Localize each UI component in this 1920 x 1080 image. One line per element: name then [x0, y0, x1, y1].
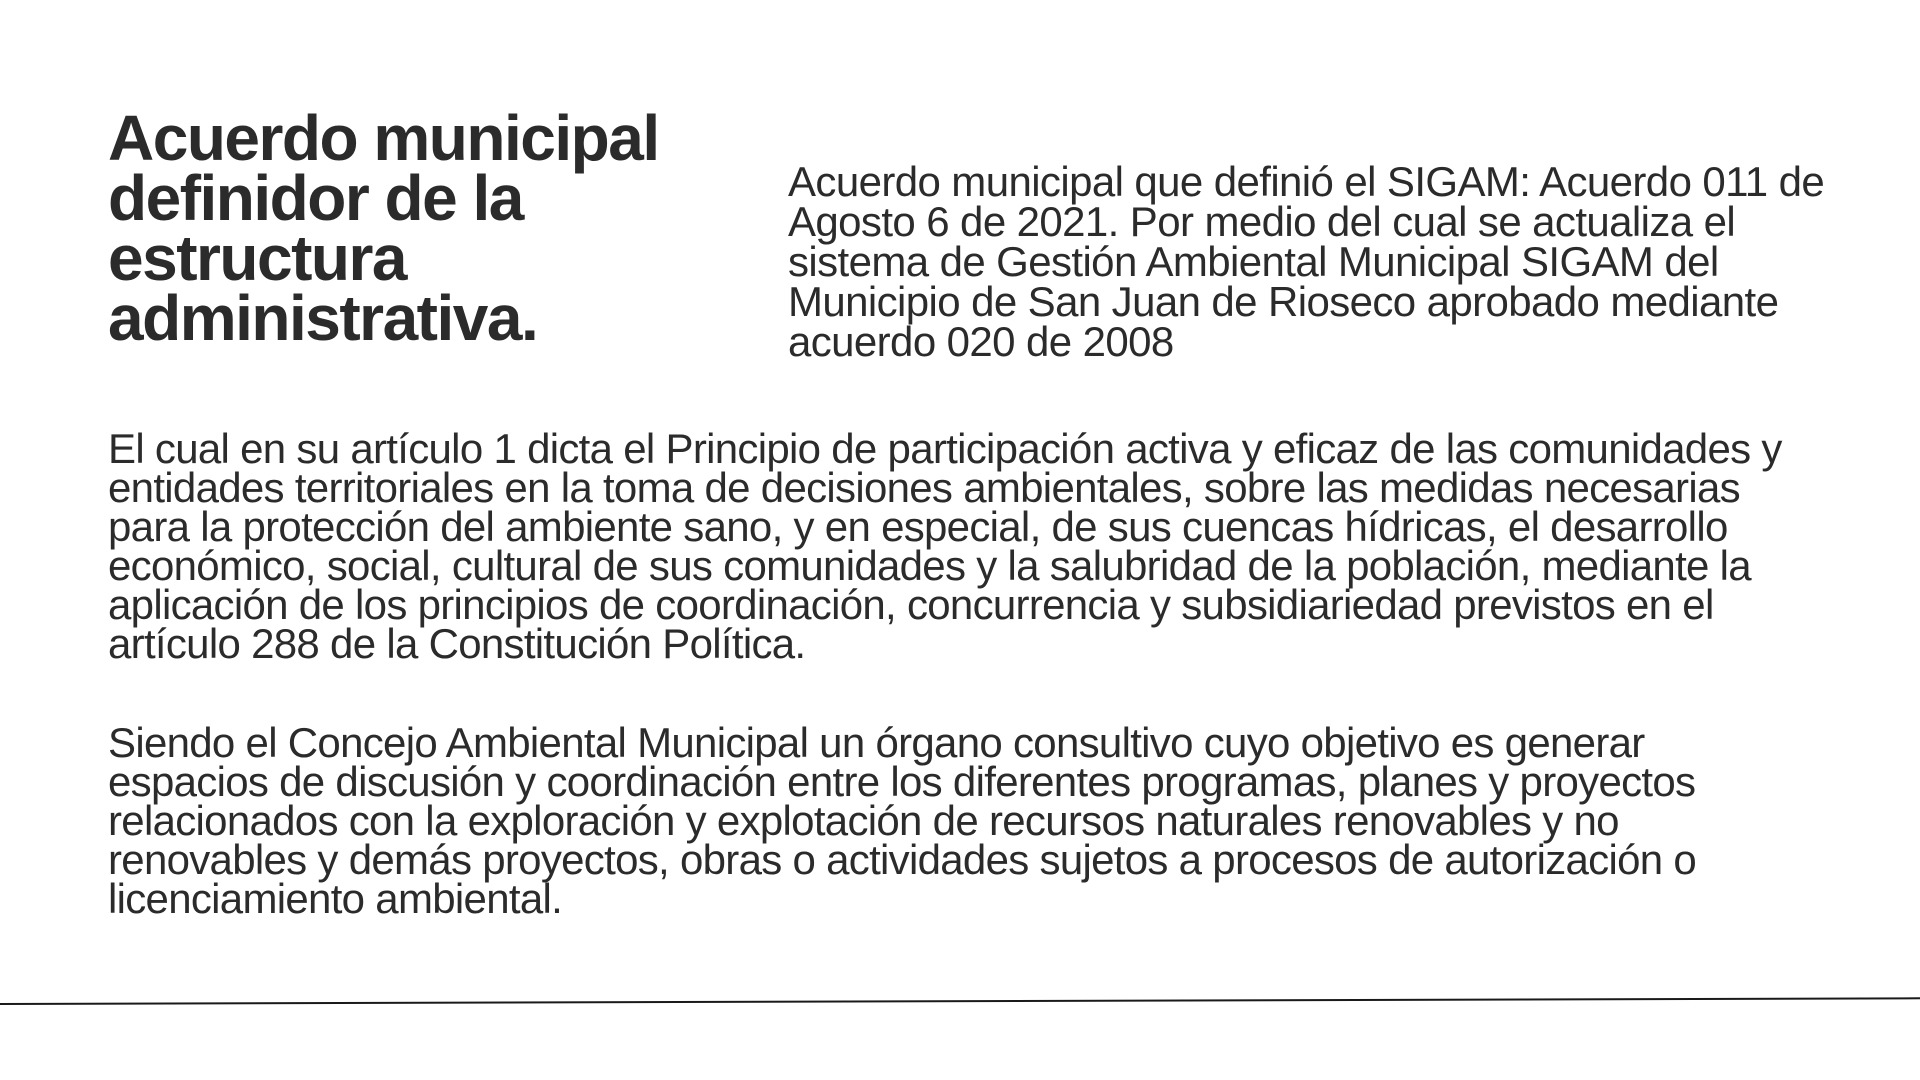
- slide-title: Acuerdo municipal definidor de la estructura administrativa.: [108, 102, 659, 354]
- article-paragraph: El cual en su artículo 1 dicta el Principio de participación activa y eficaz de las comunidades y entidades territoriales en la toma de decisiones ambientales, sobre las medidas necesarias para la protección del ambiente sano, y en especial, de sus cuencas hídricas, el desarrollo económico, social, cultural de sus comunidades y la salubridad de la población, mediante la aplicación de los principios de coordinación, concurrencia y subsidiariedad previstos en el artículo 288 de la Constitución Política.: [108, 425, 1782, 667]
- intro-paragraph: Acuerdo municipal que definió el SIGAM: Acuerdo 011 de Agosto 6 de 2021. Por medio del cual se actualiza el sistema de Gestión Ambiental Municipal SIGAM del Municipio de San Juan de Rioseco aprobado mediante acuerdo 020 de 2008: [788, 158, 1825, 365]
- bottom-divider-line: [0, 997, 1920, 1005]
- council-paragraph: Siendo el Concejo Ambiental Municipal un órgano consultivo cuyo objetivo es generar espacios de discusión y coordinación entre los diferentes programas, planes y proyectos relacionados con la exploración y explotación de recursos naturales renovables y no renovables y demás proyectos, obras o actividades sujetos a procesos de autorización o licenciamiento ambiental.: [108, 719, 1697, 922]
